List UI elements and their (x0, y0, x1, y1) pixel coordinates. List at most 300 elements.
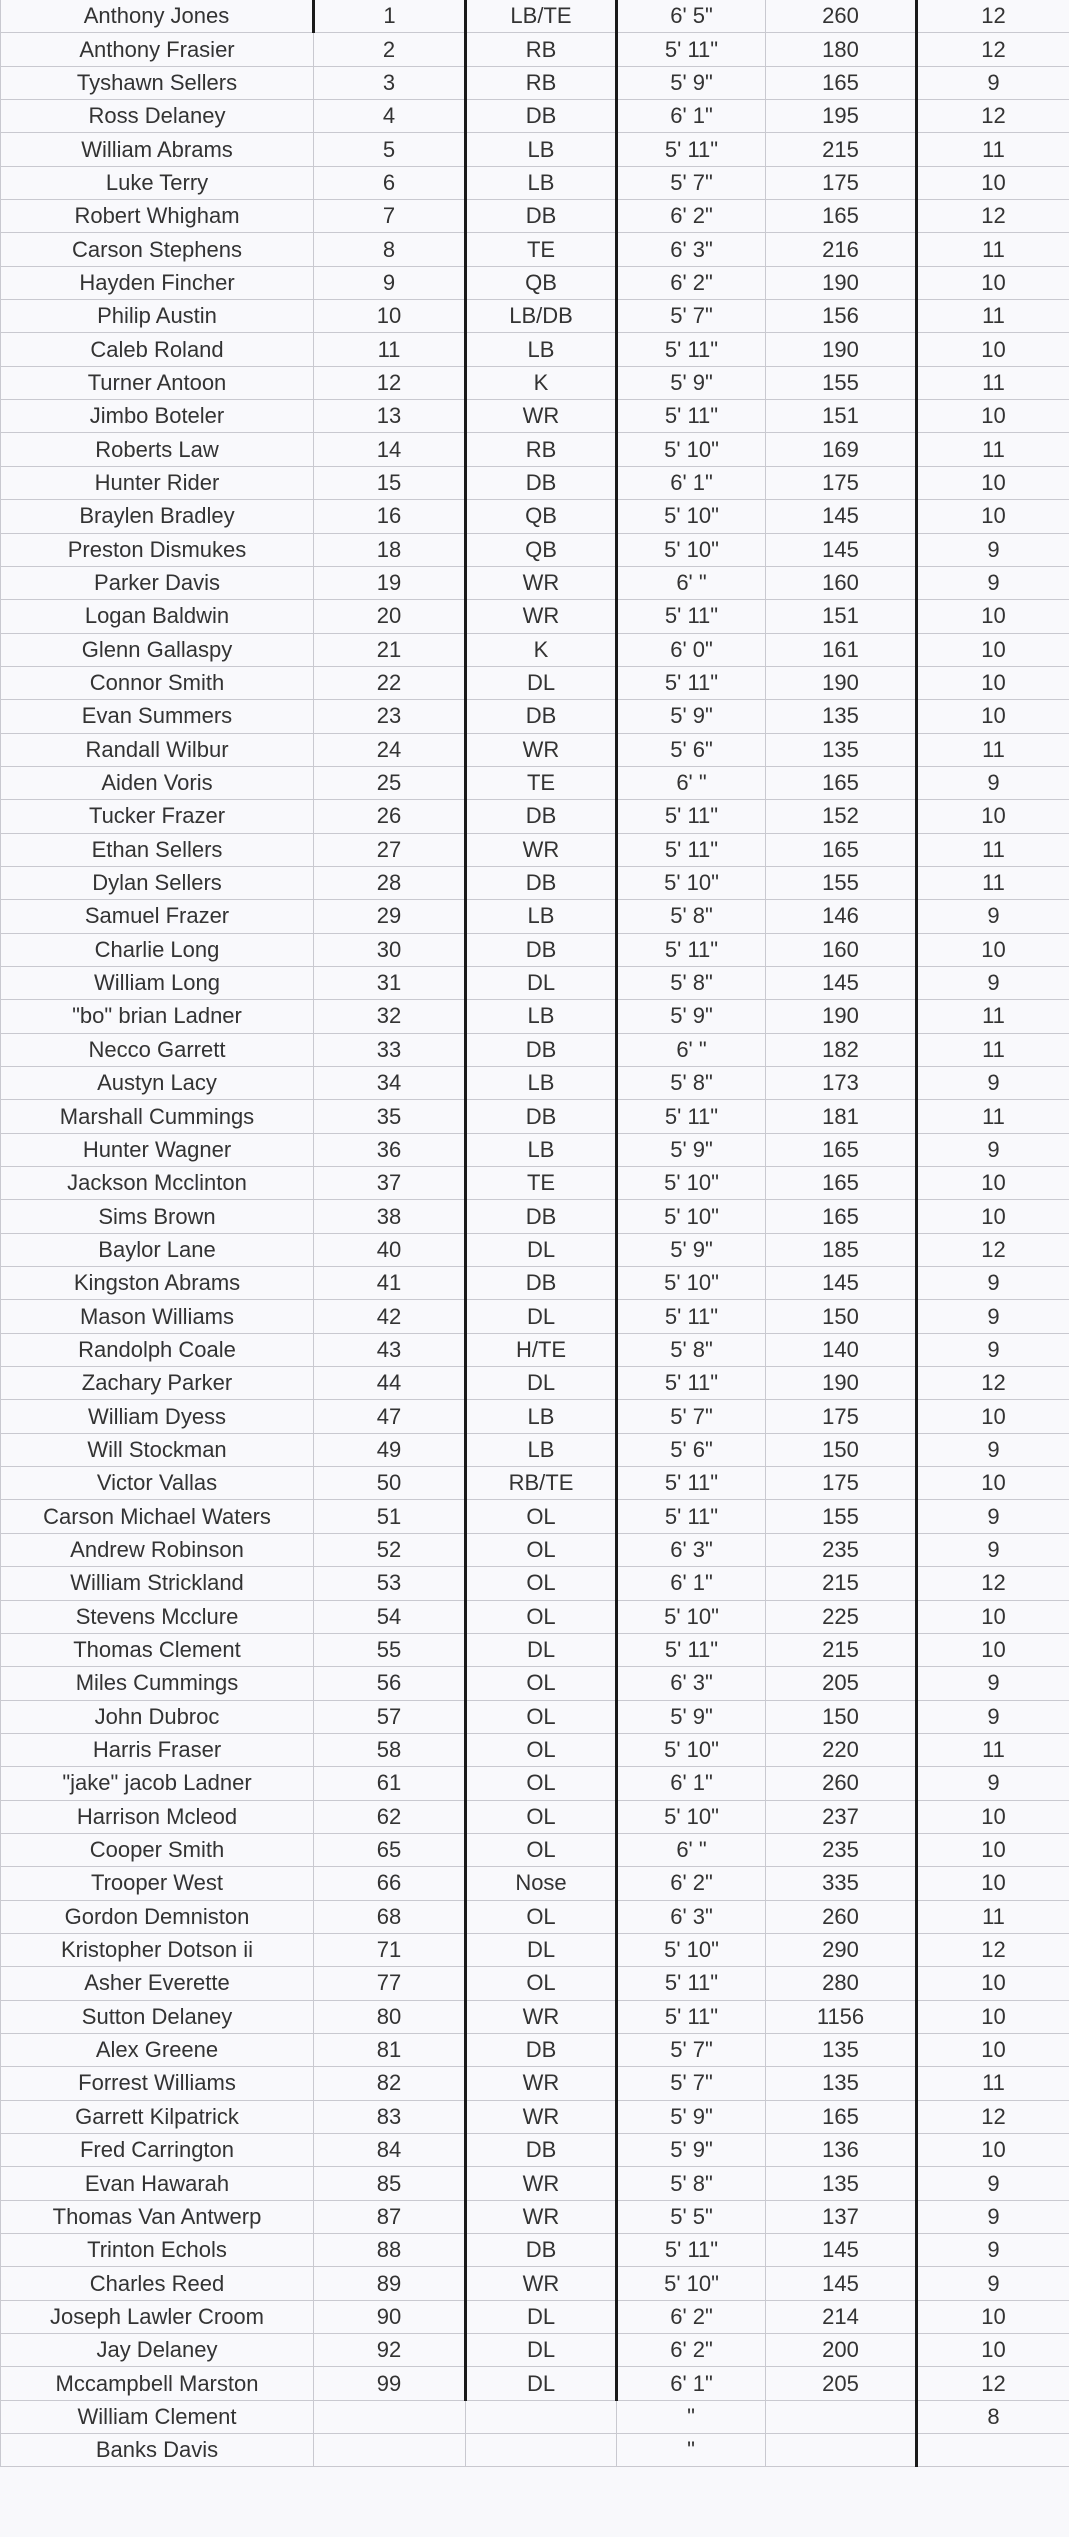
player-name-cell: Aiden Voris (1, 766, 314, 799)
weight-cell: 169 (766, 433, 917, 466)
table-row (1, 1800, 1069, 1833)
player-name-cell: Braylen Bradley (1, 500, 314, 533)
player-name-cell: Ethan Sellers (1, 833, 314, 866)
position-cell: DB (466, 1033, 617, 1066)
player-name-cell: Forrest Williams (1, 2067, 314, 2100)
table-row (1, 1267, 1069, 1300)
grade-cell: 9 (917, 2267, 1069, 2300)
jersey-number-cell: 82 (314, 2067, 466, 2100)
player-name-cell: Gordon Demniston (1, 1900, 314, 1933)
player-name-cell: Tyshawn Sellers (1, 66, 314, 99)
table-row (1, 2100, 1069, 2133)
weight-cell: 145 (766, 966, 917, 999)
height-cell: 6' 3" (617, 1533, 766, 1566)
position-cell: DB (466, 800, 617, 833)
table-row (1, 633, 1069, 666)
weight-cell: 155 (766, 1500, 917, 1533)
weight-cell: 280 (766, 1967, 917, 2000)
weight-cell: 165 (766, 200, 917, 233)
position-cell: WR (466, 2200, 617, 2233)
jersey-number-cell: 51 (314, 1500, 466, 1533)
height-cell: 5' 10" (617, 1267, 766, 1300)
weight-cell: 150 (766, 1700, 917, 1733)
weight-cell: 135 (766, 700, 917, 733)
position-cell: DB (466, 466, 617, 499)
position-cell: OL (466, 1800, 617, 1833)
jersey-number-cell: 18 (314, 533, 466, 566)
position-cell: DL (466, 2334, 617, 2367)
position-cell: LB (466, 333, 617, 366)
player-name-cell: Miles Cummings (1, 1667, 314, 1700)
grade-cell: 12 (917, 2100, 1069, 2133)
position-cell: OL (466, 1500, 617, 1533)
position-cell: LB (466, 166, 617, 199)
jersey-number-cell: 56 (314, 1667, 466, 1700)
weight-cell: 235 (766, 1833, 917, 1866)
jersey-number-cell: 9 (314, 266, 466, 299)
player-name-cell: Sims Brown (1, 1200, 314, 1233)
position-cell: DL (466, 1233, 617, 1266)
table-row (1, 1567, 1069, 1600)
position-cell: LB/DB (466, 300, 617, 333)
table-row (1, 1133, 1069, 1166)
jersey-number-cell: 99 (314, 2367, 466, 2400)
grade-cell: 10 (917, 2000, 1069, 2033)
weight-cell: 200 (766, 2334, 917, 2367)
position-cell: WR (466, 566, 617, 599)
player-name-cell: Joseph Lawler Croom (1, 2300, 314, 2333)
table-row (1, 1233, 1069, 1266)
weight-cell (766, 2400, 917, 2433)
grade-cell: 9 (917, 1300, 1069, 1333)
position-cell: DB (466, 1200, 617, 1233)
position-cell: DB (466, 933, 617, 966)
table-row (1, 2000, 1069, 2033)
height-cell: 5' 6" (617, 733, 766, 766)
weight-cell: 180 (766, 33, 917, 66)
position-cell: QB (466, 500, 617, 533)
jersey-number-cell: 30 (314, 933, 466, 966)
position-cell: DB (466, 866, 617, 899)
grade-cell: 9 (917, 1333, 1069, 1366)
jersey-number-cell: 8 (314, 233, 466, 266)
jersey-number-cell: 49 (314, 1433, 466, 1466)
weight-cell: 260 (766, 1767, 917, 1800)
player-name-cell: Jackson Mcclinton (1, 1167, 314, 1200)
weight-cell: 173 (766, 1067, 917, 1100)
table-row (1, 800, 1069, 833)
position-cell: DB (466, 200, 617, 233)
grade-cell: 9 (917, 1533, 1069, 1566)
position-cell: OL (466, 1533, 617, 1566)
grade-cell: 9 (917, 1267, 1069, 1300)
grade-cell: 9 (917, 966, 1069, 999)
position-cell: DB (466, 2134, 617, 2167)
position-cell: OL (466, 1700, 617, 1733)
position-cell: WR (466, 833, 617, 866)
jersey-number-cell: 24 (314, 733, 466, 766)
table-row (1, 2033, 1069, 2066)
jersey-number-cell: 31 (314, 966, 466, 999)
height-cell: 6' 1" (617, 100, 766, 133)
table-row (1, 1967, 1069, 2000)
weight-cell: 214 (766, 2300, 917, 2333)
position-cell: OL (466, 1967, 617, 2000)
height-cell: 6' 3" (617, 233, 766, 266)
height-cell: 5' 8" (617, 1333, 766, 1366)
height-cell: 5' 11" (617, 2234, 766, 2267)
position-cell: WR (466, 400, 617, 433)
height-cell: 5' 9" (617, 1233, 766, 1266)
jersey-number-cell: 11 (314, 333, 466, 366)
table-row (1, 733, 1069, 766)
table-row (1, 233, 1069, 266)
table-row (1, 366, 1069, 399)
position-cell: WR (466, 600, 617, 633)
weight-cell: 151 (766, 400, 917, 433)
weight-cell: 136 (766, 2134, 917, 2167)
weight-cell: 165 (766, 766, 917, 799)
player-name-cell: Fred Carrington (1, 2134, 314, 2167)
weight-cell: 135 (766, 2167, 917, 2200)
weight-cell: 160 (766, 566, 917, 599)
player-name-cell: Dylan Sellers (1, 866, 314, 899)
weight-cell: 151 (766, 600, 917, 633)
height-cell: 6' 1" (617, 2367, 766, 2400)
grade-cell: 9 (917, 1433, 1069, 1466)
height-cell: 5' 10" (617, 1933, 766, 1966)
grade-cell: 10 (917, 2134, 1069, 2167)
table-row (1, 1000, 1069, 1033)
grade-cell: 11 (917, 433, 1069, 466)
jersey-number-cell: 12 (314, 366, 466, 399)
weight-cell: 161 (766, 633, 917, 666)
position-cell: WR (466, 733, 617, 766)
grade-cell: 9 (917, 900, 1069, 933)
player-name-cell: Anthony Frasier (1, 33, 314, 66)
grade-cell: 12 (917, 1933, 1069, 1966)
position-cell: DB (466, 1267, 617, 1300)
table-row (1, 266, 1069, 299)
weight-cell: 165 (766, 1133, 917, 1166)
position-cell: DL (466, 1933, 617, 1966)
height-cell: 5' 9" (617, 2100, 766, 2133)
jersey-number-cell: 14 (314, 433, 466, 466)
table-row (1, 1300, 1069, 1333)
position-cell: RB (466, 66, 617, 99)
height-cell: 5' 11" (617, 133, 766, 166)
player-name-cell: Austyn Lacy (1, 1067, 314, 1100)
weight-cell: 135 (766, 2033, 917, 2066)
table-row (1, 600, 1069, 633)
grade-cell: 12 (917, 100, 1069, 133)
jersey-number-cell: 7 (314, 200, 466, 233)
player-name-cell: Zachary Parker (1, 1367, 314, 1400)
grade-cell: 9 (917, 2167, 1069, 2200)
jersey-number-cell: 84 (314, 2134, 466, 2167)
height-cell: 6' " (617, 566, 766, 599)
jersey-number-cell: 58 (314, 1733, 466, 1766)
table-row (1, 2434, 1069, 2467)
height-cell: 5' 6" (617, 1433, 766, 1466)
table-row (1, 2367, 1069, 2400)
weight-cell: 165 (766, 1200, 917, 1233)
jersey-number-cell: 55 (314, 1633, 466, 1666)
position-cell: DL (466, 1367, 617, 1400)
grade-cell: 11 (917, 1900, 1069, 1933)
player-name-cell: Andrew Robinson (1, 1533, 314, 1566)
height-cell: 5' 11" (617, 33, 766, 66)
player-name-cell: Hunter Wagner (1, 1133, 314, 1166)
position-cell: LB (466, 1067, 617, 1100)
grade-cell: 10 (917, 1467, 1069, 1500)
position-cell: LB (466, 1133, 617, 1166)
table-row (1, 1700, 1069, 1733)
player-name-cell: Kingston Abrams (1, 1267, 314, 1300)
height-cell: 5' 11" (617, 833, 766, 866)
height-cell: 5' 11" (617, 1367, 766, 1400)
weight-cell: 152 (766, 800, 917, 833)
jersey-number-cell: 26 (314, 800, 466, 833)
height-cell: " (617, 2434, 766, 2467)
player-name-cell: Evan Hawarah (1, 2167, 314, 2200)
height-cell: 5' 10" (617, 433, 766, 466)
player-name-cell: Glenn Gallaspy (1, 633, 314, 666)
height-cell: 5' 9" (617, 366, 766, 399)
grade-cell: 9 (917, 1500, 1069, 1533)
height-cell: 5' 11" (617, 666, 766, 699)
position-cell: LB (466, 900, 617, 933)
weight-cell: 190 (766, 266, 917, 299)
table-row (1, 66, 1069, 99)
weight-cell: 225 (766, 1600, 917, 1633)
height-cell: 5' 8" (617, 1067, 766, 1100)
grade-cell: 9 (917, 1767, 1069, 1800)
position-cell: TE (466, 766, 617, 799)
table-row (1, 1033, 1069, 1066)
weight-cell: 135 (766, 733, 917, 766)
player-name-cell: Caleb Roland (1, 333, 314, 366)
table-row (1, 1333, 1069, 1366)
player-name-cell: Banks Davis (1, 2434, 314, 2467)
position-cell: TE (466, 1167, 617, 1200)
weight-cell: 237 (766, 1800, 917, 1833)
table-row (1, 0, 1069, 33)
jersey-number-cell: 20 (314, 600, 466, 633)
table-row (1, 933, 1069, 966)
position-cell: DL (466, 1633, 617, 1666)
position-cell: OL (466, 1767, 617, 1800)
jersey-number-cell: 68 (314, 1900, 466, 1933)
jersey-number-cell: 16 (314, 500, 466, 533)
position-cell: DB (466, 1100, 617, 1133)
position-cell: QB (466, 533, 617, 566)
jersey-number-cell: 80 (314, 2000, 466, 2033)
height-cell: 5' 9" (617, 66, 766, 99)
height-cell: 5' 10" (617, 1800, 766, 1833)
player-name-cell: Hayden Fincher (1, 266, 314, 299)
grade-cell: 10 (917, 700, 1069, 733)
table-row (1, 466, 1069, 499)
height-cell: 5' 9" (617, 700, 766, 733)
jersey-number-cell: 52 (314, 1533, 466, 1566)
table-row (1, 1467, 1069, 1500)
weight-cell: 140 (766, 1333, 917, 1366)
position-cell: DL (466, 2300, 617, 2333)
player-name-cell: Trooper West (1, 1867, 314, 1900)
table-row (1, 2300, 1069, 2333)
weight-cell: 185 (766, 1233, 917, 1266)
player-name-cell: Philip Austin (1, 300, 314, 333)
height-cell: 5' 11" (617, 400, 766, 433)
height-cell: 5' 11" (617, 1967, 766, 2000)
player-name-cell: Tucker Frazer (1, 800, 314, 833)
height-cell: 5' 11" (617, 1100, 766, 1133)
grade-cell: 12 (917, 1367, 1069, 1400)
position-cell: DL (466, 966, 617, 999)
jersey-number-cell: 71 (314, 1933, 466, 1966)
position-cell: WR (466, 2067, 617, 2100)
height-cell: 5' 10" (617, 2267, 766, 2300)
weight-cell: 145 (766, 2234, 917, 2267)
jersey-number-cell: 43 (314, 1333, 466, 1366)
player-name-cell: Mason Williams (1, 1300, 314, 1333)
height-cell: 6' 1" (617, 1567, 766, 1600)
height-cell: 5' 11" (617, 1300, 766, 1333)
table-row (1, 2334, 1069, 2367)
jersey-number-cell: 28 (314, 866, 466, 899)
jersey-number-cell: 42 (314, 1300, 466, 1333)
grade-cell: 11 (917, 1733, 1069, 1766)
player-name-cell: Baylor Lane (1, 1233, 314, 1266)
grade-cell: 11 (917, 233, 1069, 266)
grade-cell: 12 (917, 200, 1069, 233)
jersey-number-cell: 54 (314, 1600, 466, 1633)
position-cell: DB (466, 100, 617, 133)
grade-cell: 11 (917, 833, 1069, 866)
table-row (1, 133, 1069, 166)
table-row (1, 2267, 1069, 2300)
roster-body (1, 0, 1069, 2467)
position-cell: OL (466, 1667, 617, 1700)
jersey-number-cell (314, 2434, 466, 2467)
weight-cell: 175 (766, 1400, 917, 1433)
jersey-number-cell: 4 (314, 100, 466, 133)
grade-cell: 10 (917, 600, 1069, 633)
height-cell: 6' " (617, 766, 766, 799)
player-name-cell: William Strickland (1, 1567, 314, 1600)
jersey-number-cell: 53 (314, 1567, 466, 1600)
weight-cell: 145 (766, 500, 917, 533)
player-name-cell: Charles Reed (1, 2267, 314, 2300)
table-row (1, 300, 1069, 333)
position-cell: WR (466, 2167, 617, 2200)
table-row (1, 1433, 1069, 1466)
player-name-cell: Asher Everette (1, 1967, 314, 2000)
height-cell: 6' 2" (617, 1867, 766, 1900)
position-cell: LB (466, 1400, 617, 1433)
jersey-number-cell: 81 (314, 2033, 466, 2066)
player-name-cell: Necco Garrett (1, 1033, 314, 1066)
jersey-number-cell: 44 (314, 1367, 466, 1400)
position-cell: DB (466, 700, 617, 733)
weight-cell: 155 (766, 366, 917, 399)
height-cell: 6' 2" (617, 266, 766, 299)
position-cell: DB (466, 2234, 617, 2267)
grade-cell: 12 (917, 1233, 1069, 1266)
position-cell: DB (466, 2033, 617, 2066)
grade-cell: 10 (917, 466, 1069, 499)
table-row (1, 1900, 1069, 1933)
player-name-cell: "jake" jacob Ladner (1, 1767, 314, 1800)
height-cell: 5' 10" (617, 533, 766, 566)
table-row (1, 333, 1069, 366)
weight-cell: 190 (766, 1367, 917, 1400)
position-cell: RB (466, 33, 617, 66)
grade-cell: 10 (917, 166, 1069, 199)
grade-cell: 10 (917, 400, 1069, 433)
grade-cell: 9 (917, 2234, 1069, 2267)
grade-cell: 9 (917, 533, 1069, 566)
grade-cell: 11 (917, 300, 1069, 333)
grade-cell: 9 (917, 566, 1069, 599)
player-name-cell: Samuel Frazer (1, 900, 314, 933)
player-name-cell: Jimbo Boteler (1, 400, 314, 433)
position-cell: OL (466, 1567, 617, 1600)
player-name-cell: Hunter Rider (1, 466, 314, 499)
height-cell: 6' 0" (617, 633, 766, 666)
jersey-number-cell: 41 (314, 1267, 466, 1300)
height-cell: 5' 5" (617, 2200, 766, 2233)
position-cell (466, 2400, 617, 2433)
weight-cell: 205 (766, 1667, 917, 1700)
height-cell: 5' 7" (617, 2067, 766, 2100)
weight-cell: 195 (766, 100, 917, 133)
weight-cell: 260 (766, 1900, 917, 1933)
player-name-cell: Logan Baldwin (1, 600, 314, 633)
height-cell: 5' 11" (617, 1500, 766, 1533)
table-row (1, 1633, 1069, 1666)
weight-cell: 160 (766, 933, 917, 966)
table-row (1, 2167, 1069, 2200)
grade-cell: 11 (917, 866, 1069, 899)
height-cell: 6' 3" (617, 1900, 766, 1933)
table-row (1, 166, 1069, 199)
weight-cell: 216 (766, 233, 917, 266)
player-name-cell: Alex Greene (1, 2033, 314, 2066)
table-row (1, 566, 1069, 599)
jersey-number-cell: 21 (314, 633, 466, 666)
position-cell: H/TE (466, 1333, 617, 1366)
position-cell: DL (466, 2367, 617, 2400)
player-name-cell: Jay Delaney (1, 2334, 314, 2367)
position-cell: LB/TE (466, 0, 617, 33)
weight-cell: 215 (766, 1567, 917, 1600)
weight-cell: 137 (766, 2200, 917, 2233)
weight-cell: 150 (766, 1433, 917, 1466)
position-cell: LB (466, 1000, 617, 1033)
table-row (1, 100, 1069, 133)
position-cell: RB (466, 433, 617, 466)
table-row (1, 33, 1069, 66)
table-row (1, 1067, 1069, 1100)
jersey-number-cell: 27 (314, 833, 466, 866)
height-cell: " (617, 2400, 766, 2433)
height-cell: 5' 9" (617, 1000, 766, 1033)
jersey-number-cell: 47 (314, 1400, 466, 1433)
player-name-cell: Luke Terry (1, 166, 314, 199)
grade-cell: 11 (917, 1100, 1069, 1133)
